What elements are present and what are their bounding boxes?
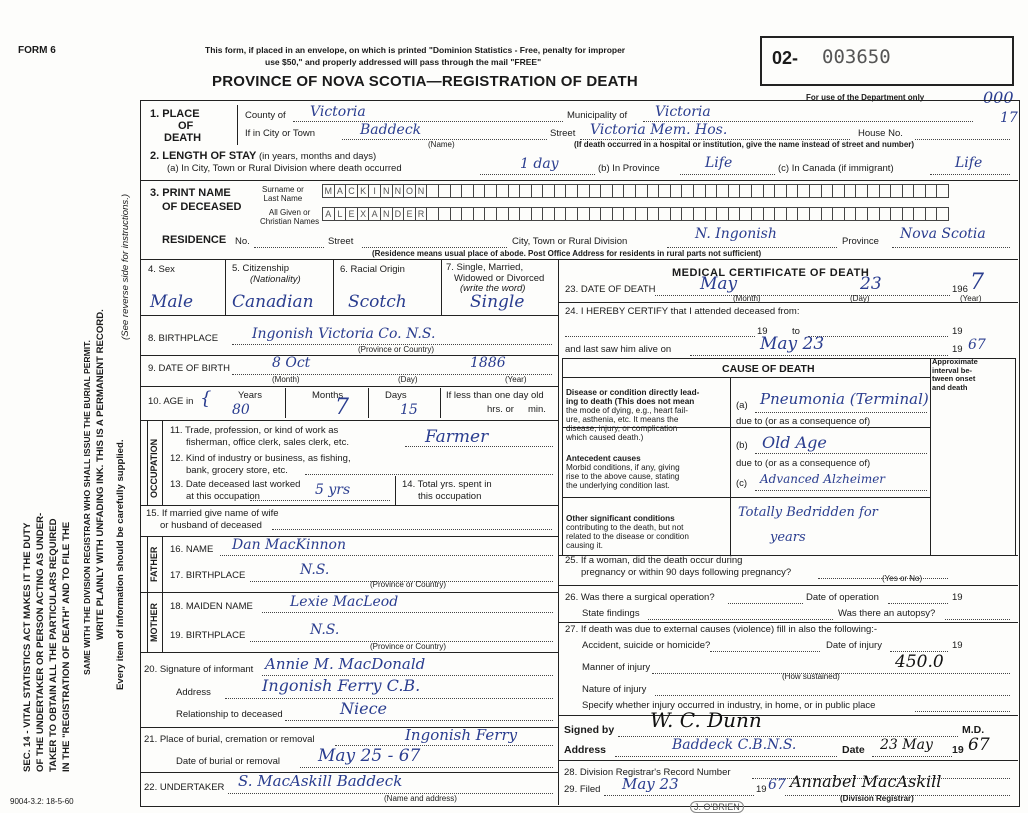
length-of-stay-label: 2. LENGTH OF STAY (in years, months and days): [150, 150, 377, 162]
residence-street-label: Street: [328, 236, 354, 247]
dob-month-hint: (Month): [272, 375, 300, 384]
last-saw-year-value: 67: [968, 337, 986, 353]
manner-of-injury-label: Manner of injury: [582, 662, 651, 673]
other-conditions-value-2: years: [770, 530, 806, 545]
date-of-birth-label: 9. DATE OF BIRTH: [148, 363, 230, 374]
death-year-hint: (Year): [960, 294, 982, 303]
autopsy-question: Was there an autopsy?: [838, 608, 936, 619]
registration-number-box: [760, 36, 1014, 86]
filed-year-value: 67: [768, 777, 786, 793]
injury-year-prefix: 19: [952, 640, 963, 651]
stay-province-value: Life: [705, 155, 733, 171]
disease-label: Disease or condition directly lead- ing to death (This does not mean the mode of dying, e.g., heart fail- ure, asthenia, etc. It means the disease, injury, or complication which caused death.): [566, 388, 700, 442]
name-letter-cell: X: [357, 207, 370, 221]
father-birthplace-label: 17. BIRTHPLACE: [170, 570, 246, 581]
signed-date-label: Date: [842, 744, 865, 756]
birthplace-hint: (Province or Country): [358, 345, 435, 354]
filed-year-prefix: 19: [756, 784, 767, 795]
name-letter-cell: C: [345, 184, 358, 198]
other-conditions-value: Totally Bedridden for: [738, 505, 878, 520]
mail-notice-line2: use $50," and properly addressed will pass through the mail "FREE": [265, 57, 542, 67]
name-letter-cell: [936, 184, 949, 198]
injury-date-label: Date of injury: [826, 640, 882, 651]
county-label: County of: [245, 110, 286, 121]
name-letter-cell: A: [334, 184, 347, 198]
md-label: M.D.: [962, 724, 985, 736]
nature-of-injury-label: Nature of injury: [582, 684, 647, 695]
side-notice-line4: IN THE "REGISTRATION OF DEATH" AND TO FILE THE: [61, 521, 72, 772]
date-of-birth-year: 1886: [470, 355, 506, 371]
side-supply-note: Every item of information should be carefully supplied.: [115, 439, 126, 690]
registration-prefix: 02-: [772, 48, 799, 68]
mother-maiden-name-value: Lexie MacLeod: [290, 594, 399, 610]
undertaker-value: S. MacAskill Baddeck: [238, 772, 403, 790]
physician-address-label: Address: [564, 744, 607, 756]
municipality-value: Victoria: [655, 104, 711, 120]
occupation-side-label: OCCUPATION: [149, 438, 159, 498]
name-letter-cell: O: [403, 184, 416, 198]
due-to-label-1: due to (or as a consequence of): [736, 416, 871, 427]
name-letter-cell: M: [322, 184, 335, 198]
burial-date-value: May 25 - 67: [318, 746, 421, 766]
hospital-note: (If death occurred in a hospital or institution, give the name instead of street and number): [574, 140, 915, 149]
name-letter-cell: A: [368, 207, 381, 221]
signed-date-value: 23 May: [880, 737, 933, 753]
death-year-value: 7: [970, 270, 984, 295]
side-notice-line2: OF THE UNDERTAKER OR PERSON ACTING AS UNDER-: [35, 512, 46, 772]
residence-city-value: N. Ingonish: [695, 226, 777, 242]
age-label: 10. AGE in: [148, 396, 194, 407]
medical-certificate-title: MEDICAL CERTIFICATE OF DEATH: [672, 267, 870, 279]
cause-a-label: (a): [736, 400, 748, 411]
cause-of-death-title: CAUSE OF DEATH: [722, 363, 815, 375]
date-of-death-label: 23. DATE OF DEATH: [565, 284, 656, 295]
cause-b-value: Old Age: [762, 433, 827, 452]
external-causes-question: 27. If death was due to external causes (violence) fill in also the following:-: [565, 624, 878, 635]
name-letter-cell: K: [357, 184, 370, 198]
birthplace-label: 8. BIRTHPLACE: [148, 333, 219, 344]
surname-label: Surname or Last Name: [262, 185, 304, 203]
city-town-value: Baddeck: [360, 122, 422, 138]
age-months-value: 7: [335, 395, 349, 420]
mail-notice-line1: This form, if placed in an envelope, on which is printed "Dominion Statistics - Free, penalty for improper: [205, 45, 626, 55]
department-code-1: 000: [983, 88, 1014, 107]
city-name-hint: (Name): [428, 140, 455, 149]
sex-label: 4. Sex: [148, 264, 175, 275]
surname-grid: [322, 184, 948, 198]
name-letter-cell: E: [345, 207, 358, 221]
cause-b-label: (b): [736, 440, 748, 451]
hospital-value: Victoria Mem. Hos.: [590, 122, 728, 138]
last-saw-label: and last saw him alive on: [565, 344, 672, 355]
residence-note: (Residence means usual place of abode. Post Office Address for residents in rural parts not sufficient): [372, 249, 762, 258]
last-worked-label: 13. Date deceased last worked at this occupation: [170, 479, 301, 502]
registrar-hint: (Division Registrar): [840, 794, 914, 803]
name-letter-cell: R: [415, 207, 428, 221]
stay-canada-label: (c) In Canada (if immigrant): [778, 163, 894, 174]
signed-year-value: 67: [968, 735, 990, 755]
stay-city-label: (a) In City, Town or Rural Division where death occurred: [167, 163, 402, 174]
father-side-label: FATHER: [149, 546, 159, 582]
name-letter-cell: [936, 207, 949, 221]
name-letter-cell: N: [392, 184, 405, 198]
operation-year-prefix: 19: [952, 592, 963, 603]
other-conditions-label: Other significant conditions contributing to the death, but not related to the disease or condition causing it.: [566, 514, 689, 550]
death-month-hint: (Month): [733, 294, 761, 303]
name-letter-cell: N: [380, 207, 393, 221]
stay-province-label: (b) In Province: [598, 163, 660, 174]
citizenship-value: Canadian: [232, 292, 314, 312]
name-letter-cell: D: [392, 207, 405, 221]
total-years-label: 14. Total yrs. spent in this occupation: [402, 479, 492, 502]
city-town-label: If in City or Town: [245, 128, 316, 139]
injury-place-label: Specify whether injury occurred in industry, in home, or in public place: [582, 700, 876, 711]
to-year-prefix: 19: [952, 326, 963, 337]
registrar-signature: Annabel MacAskill: [790, 772, 942, 791]
form-number: FORM 6: [18, 45, 56, 56]
father-birthplace-value: N.S.: [300, 562, 330, 578]
record-number-label: 28. Division Registrar's Record Number: [564, 767, 731, 778]
death-month-value: May: [700, 274, 738, 294]
marital-status-label: 7. Single, Married, Widowed or Divorced (write the word): [446, 262, 545, 294]
relationship-label: Relationship to deceased: [176, 709, 283, 720]
burial-date-label: Date of burial or removal: [176, 756, 281, 767]
physician-address-value: Baddeck C.B.N.S.: [672, 737, 797, 753]
pregnancy-question: 25. If a woman, did the death occur during pregnancy or within 90 days following pregnancy?: [565, 555, 792, 578]
cause-c-value: Advanced Alzheimer: [760, 472, 886, 486]
form-title: PROVINCE OF NOVA SCOTIA—REGISTRATION OF DEATH: [212, 73, 638, 90]
death-day-value: 23: [860, 274, 882, 294]
state-findings-label: State findings: [582, 608, 640, 619]
age-days-value: 15: [400, 402, 418, 418]
sex-value: Male: [150, 292, 194, 312]
birthplace-value: Ingonish Victoria Co. N.S.: [252, 326, 436, 342]
stay-city-value: 1 day: [520, 156, 559, 172]
less-than-one-day-label: If less than one day old: [446, 390, 544, 401]
last-saw-date-value: May 23: [760, 334, 825, 354]
mother-maiden-name-label: 18. MAIDEN NAME: [170, 601, 253, 612]
side-notice-line1: SEC. 14 - VITAL STATISTICS ACT MAKES IT THE DUTY: [22, 522, 33, 772]
name-letter-cell: L: [334, 207, 347, 221]
side-notice-line6: WRITE PLAINLY WITH UNFADING INK. THIS IS A PERMANENT RECORD.: [95, 309, 106, 640]
from-year-prefix: 19: [757, 326, 768, 337]
marital-status-value: Single: [470, 292, 525, 312]
registrar-stamp: J. O'BRIEN: [690, 801, 744, 813]
trade-label: 11. Trade, profession, or kind of work as fisherman, office clerk, sales clerk, etc.: [170, 425, 349, 448]
death-year-prefix: 196: [952, 284, 968, 295]
certify-label: 24. I HEREBY CERTIFY that I attended deceased from:: [565, 306, 800, 317]
name-letter-cell: N: [415, 184, 428, 198]
given-names-label: All Given or Christian Names: [260, 208, 320, 226]
relationship-value: Niece: [340, 699, 388, 718]
undertaker-label: 22. UNDERTAKER: [144, 782, 225, 793]
last-worked-value: 5 yrs: [315, 482, 351, 498]
informant-label: 20. Signature of informant: [144, 664, 254, 675]
dob-year-hint: (Year): [505, 375, 527, 384]
side-instructions-note: (See reverse side for instructions.): [120, 193, 131, 340]
minutes-label: min.: [528, 404, 546, 415]
father-name-value: Dan MacKinnon: [232, 537, 346, 553]
registration-number: 003650: [822, 46, 891, 68]
filed-label: 29. Filed: [564, 784, 601, 795]
operation-date-label: Date of operation: [806, 592, 879, 603]
accident-question: Accident, suicide or homicide?: [582, 640, 711, 651]
antecedent-label: Antecedent causes Morbid conditions, if any, giving rise to the above cause, stating the underlying condition last.: [566, 454, 680, 490]
street-label: Street: [550, 128, 576, 139]
informant-signature: Annie M. MacDonald: [265, 655, 426, 673]
racial-origin-label: 6. Racial Origin: [340, 264, 405, 275]
residence-province-label: Province: [842, 236, 879, 247]
print-name-label: 3. PRINT NAME OF DECEASED: [150, 187, 242, 213]
residence-no-label: No.: [235, 236, 250, 247]
yes-no-hint: (Yes or No): [882, 574, 923, 583]
department-code-2: 17: [1000, 110, 1018, 126]
last-saw-year-prefix: 19: [952, 344, 963, 355]
citizenship-label: 5. Citizenship (Nationality): [232, 263, 301, 285]
how-sustained-hint: (How sustained): [782, 672, 840, 681]
name-letter-cell: I: [368, 184, 381, 198]
department-use-label: For use of the Department only: [806, 93, 925, 102]
signed-by-label: Signed by: [564, 724, 615, 736]
mother-side-label: MOTHER: [149, 603, 159, 642]
death-day-hint: (Day): [850, 294, 870, 303]
age-years-label: Years: [238, 390, 262, 401]
informant-address-value: Ingonish Ferry C.B.: [262, 676, 421, 695]
due-to-label-2: due to (or as a consequence of): [736, 458, 871, 469]
stay-canada-value: Life: [955, 155, 983, 171]
age-years-value: 80: [232, 402, 250, 418]
place-of-death-label: 1. PLACE OF DEATH: [150, 108, 202, 144]
father-name-label: 16. NAME: [170, 544, 214, 555]
manner-of-injury-value: 450.0: [895, 652, 944, 672]
to-label: to: [792, 326, 800, 337]
hours-label: hrs. or: [487, 404, 514, 415]
burial-place-value: Ingonish Ferry: [405, 726, 518, 744]
burial-place-label: 21. Place of burial, cremation or removal: [144, 734, 315, 745]
industry-label: 12. Kind of industry or business, as fishing, bank, grocery store, etc.: [170, 453, 351, 476]
spouse-label: 15. If married give name of wife or husband of deceased: [146, 508, 279, 531]
physician-signature: W. C. Dunn: [650, 708, 762, 732]
informant-address-label: Address: [176, 687, 211, 698]
date-of-birth-day-month: 8 Oct: [272, 355, 311, 371]
dob-day-hint: (Day): [398, 375, 418, 384]
footer-code: 9004-3.2: 18-5-60: [10, 797, 74, 806]
residence-label: RESIDENCE: [162, 234, 227, 246]
undertaker-hint: (Name and address): [384, 794, 457, 803]
residence-province-value: Nova Scotia: [900, 226, 986, 242]
residence-city-label: City, Town or Rural Division: [512, 236, 628, 247]
surgical-operation-question: 26. Was there a surgical operation?: [565, 592, 715, 603]
signed-year-prefix: 19: [952, 744, 964, 756]
name-letter-cell: A: [322, 207, 335, 221]
county-value: Victoria: [310, 104, 366, 120]
name-letter-cell: N: [380, 184, 393, 198]
name-letter-cell: E: [403, 207, 416, 221]
mother-birthplace-hint: (Province or Country): [370, 642, 447, 651]
filed-date-value: May 23: [622, 775, 679, 793]
mother-birthplace-value: N.S.: [310, 622, 340, 638]
racial-origin-value: Scotch: [348, 292, 407, 312]
father-birthplace-hint: (Province or Country): [370, 580, 447, 589]
mother-birthplace-label: 19. BIRTHPLACE: [170, 630, 246, 641]
municipality-label: Municipality of: [567, 110, 628, 121]
cause-a-value: Pneumonia (Terminal): [760, 390, 929, 408]
trade-value: Farmer: [425, 427, 489, 447]
age-days-label: Days: [385, 390, 407, 401]
house-no-label: House No.: [858, 128, 903, 139]
side-notice-line3: TAKER TO OBTAIN ALL THE PARTICULARS REQUIRED: [48, 518, 59, 772]
age-months-label: Months: [312, 390, 344, 401]
interval-label: Approximate interval be- tween onset and death: [932, 357, 978, 392]
given-names-grid: [322, 207, 948, 221]
side-notice-line5: SAME WITH THE DIVISION REGISTRAR WHO SHALL ISSUE THE BURIAL PERMIT.: [82, 340, 92, 675]
cause-c-label: (c): [736, 478, 748, 489]
